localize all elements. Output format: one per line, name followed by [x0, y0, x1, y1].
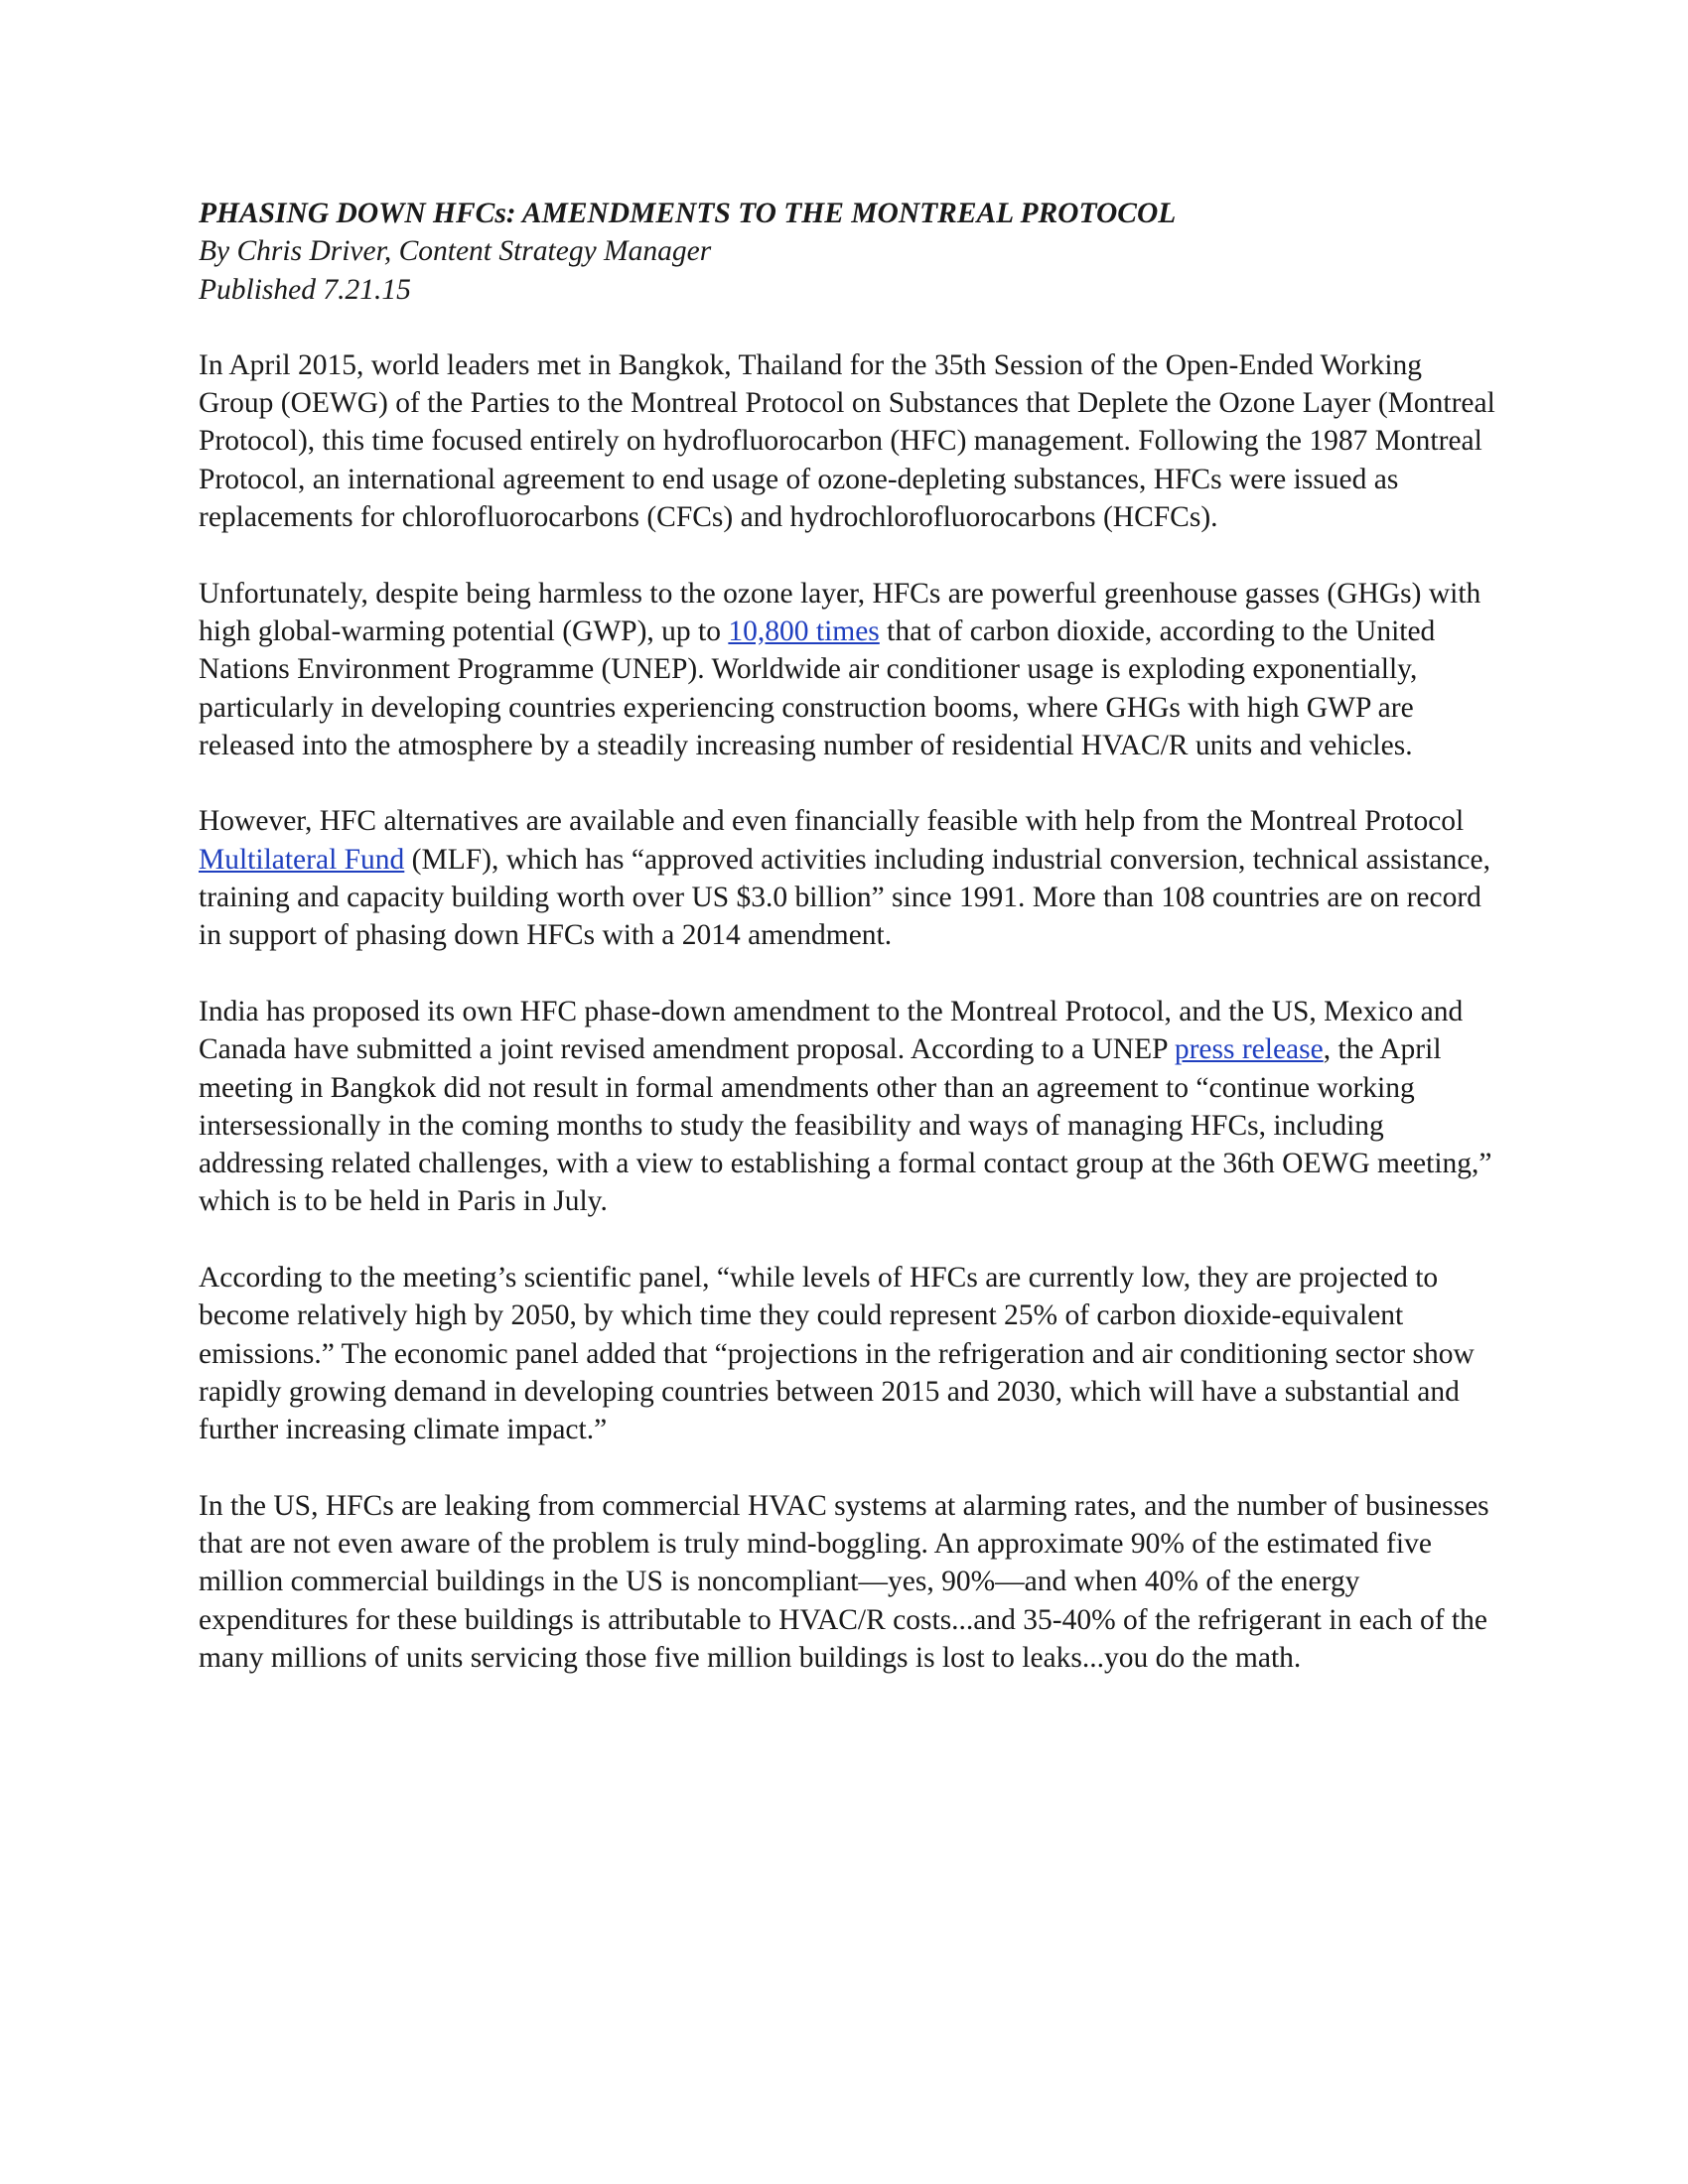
article-title: PHASING DOWN HFCs: AMENDMENTS TO THE MONTREAL PROTOCOL — [199, 198, 1177, 229]
paragraph-4 — [199, 993, 1499, 1221]
paragraph-5: According to the meeting’s scientific panel, “while levels of HFCs are currently low, they are projected to become relatively high by 2050, by which time they could represent 25% of carbon dioxide-equivalent emissions.” The economic panel added that “projections in the refrigeration and air conditioning sector show rapidly growing demand in developing countries between 2015 and 2030, which will have a substantial and further increasing climate impact.” — [199, 1262, 1475, 1446]
gwp-10800-times-link[interactable]: 10,800 times — [728, 614, 880, 647]
paragraph-6: In the US, HFCs are leaking from commercial HVAC systems at alarming rates, and the number of businesses that are not even aware of the problem is truly mind-boggling. An approximate 90% of the estimated five million commercial buildings in the US is noncompliant—yes, 90%—and when 40% of the energy expenditures for these buildings is attributable to HVAC/R costs...and 35-40% of the refrigerant in each of the many millions of units servicing those five million buildings is lost to leaks...you do the math. — [199, 1489, 1489, 1674]
article-byline: By Chris Driver, Content Strategy Manager — [199, 235, 712, 268]
paragraph-2-text-a: Unfortunately, despite being harmless to the ozone layer, HFCs are powerful greenhouse gasses (GHGs) with high global-warming potential (GWP), up to — [199, 577, 1481, 647]
paragraph-3 — [199, 802, 1499, 954]
paragraph-2-text-b: that of carbon dioxide, according to the United Nations Environment Programme (UNEP). Worldwide air conditioner usage is exploding exponentially, particularly in developing countries experiencing construction booms, where GHGs with high GWP are released into the atmosphere by a steadily increasing number of residential HVAC/R units and vehicles. — [199, 614, 1436, 761]
paragraph-3-text-a: However, HFC alternatives are available and even financially feasible with help from the Montreal Protocol — [199, 805, 1465, 838]
paragraph-2 — [199, 575, 1499, 764]
article-published-date: Published 7.21.15 — [199, 273, 411, 306]
paragraph-4-text-a: India has proposed its own HFC phase-down amendment to the Montreal Protocol, and the US, Mexico and Canada have submitted a joint revised amendment proposal. According to a UNEP — [199, 995, 1464, 1066]
document-page — [199, 195, 1499, 1715]
paragraph-3-text-b: (MLF), which has “approved activities including industrial conversion, technical assistance, training and capacity building worth over US $3.0 billion” since 1991. More than 108 countries are on record in support of phasing down HFCs with a 2014 amendment. — [199, 843, 1490, 952]
multilateral-fund-link[interactable]: Multilateral Fund — [199, 843, 405, 876]
paragraph-4-text-b: , the April meeting in Bangkok did not result in formal amendments other than an agreement to “continue working intersessionally in the coming months to study the feasibility and ways of managing HFCs, including addressing related challenges, with a view to establishing a formal contact group at the 36th OEWG meeting,” which is to be held in Paris in July. — [199, 1033, 1492, 1218]
article-header — [199, 195, 1499, 309]
press-release-link[interactable]: press release — [1174, 1033, 1324, 1066]
paragraph-1: In April 2015, world leaders met in Bangkok, Thailand for the 35th Session of the Open-Ended Working Group (OEWG) of the Parties to the Montreal Protocol on Substances that Deplete the Ozone Layer (Montreal Protocol), this time focused entirely on hydrofluorocarbon (HFC) management. Following the 1987 Montreal Protocol, an international agreement to end usage of ozone-depleting substances, HFCs were issued as replacements for chlorofluorocarbons (CFCs) and hydrochlorofluorocarbons (HCFCs). — [199, 348, 1495, 534]
